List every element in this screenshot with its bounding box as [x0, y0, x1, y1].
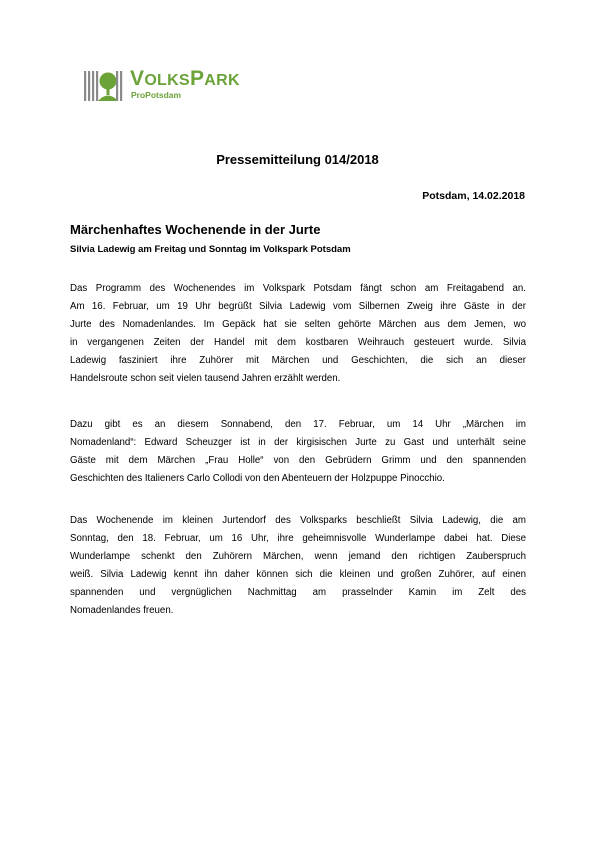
logo-title-p: P — [189, 67, 205, 90]
headline: Märchenhaftes Wochenende in der Jurte — [70, 222, 321, 237]
paragraph-line: Das Programm des Wochenendes im Volkspark Potsdam fängt schon am Freitagabend an. — [70, 283, 526, 294]
paragraph-line: Geschichten des Italieners Carlo Collodi von den Abenteuern der Holzpuppe Pinocchio. — [70, 473, 445, 484]
paragraph-line: Dazu gibt es an diesem Sonnabend, den 17. Februar, um 14 Uhr „Märchen im — [70, 419, 526, 430]
press-release-title: Pressemitteilung 014/2018 — [216, 152, 379, 167]
logo-title-v: V — [130, 67, 145, 90]
paragraph-3 — [70, 512, 526, 620]
logo-subtitle: ProPotsdam — [131, 90, 182, 100]
paragraph-2 — [70, 416, 526, 488]
logo-title — [130, 67, 240, 91]
paragraph-line: Nomadenland“: Edward Scheuzger ist in der kirgisischen Jurte zu Gast und unterhält seine — [70, 437, 526, 448]
paragraph-line: Am 16. Februar, um 19 Uhr begrüßt Silvia Ladewig vom Silbernen Zweig ihre Gäste in der — [70, 301, 526, 312]
paragraph-line: weiß. Silvia Ladewig kennt ihn daher können sich die kleinen und großen Zuhörer, auf einen — [70, 569, 526, 580]
paragraph-line: Das Wochenende im kleinen Jurtendorf des Volksparks beschließt Silvia Ladewig, die am — [70, 515, 526, 526]
paragraph-line: Wunderlampe schenkt den Zuhörern Märchen, wenn jemand den richtigen Zauberspruch — [70, 551, 526, 562]
paragraph-line: Sonntag, den 18. Februar, um 16 Uhr, ihre geheimnisvolle Wunderlampe dabei hat. Diese — [70, 533, 526, 544]
volkspark-logo-mark-icon — [84, 68, 124, 104]
paragraph-line: Nomadenlandes freuen. — [70, 605, 174, 616]
date-line: Potsdam, 14.02.2018 — [422, 190, 525, 202]
paragraph-line: in vergangenen Zeiten der Handel mit dem kostbaren Weihrauch gesteuert wurde. Silvia — [70, 337, 526, 348]
paragraph-line: Jurte des Nomadenlandes. Im Gepäck hat sie selten gehörte Märchen aus dem Jemen, wo — [70, 319, 526, 330]
logo-title-olks: OLKS — [144, 72, 190, 89]
paragraph-line: spannenden und vergnüglichen Nachmittag am prasselnder Kamin im Zelt des — [70, 587, 526, 598]
paragraph-1 — [70, 280, 526, 388]
volkspark-logo — [84, 68, 244, 108]
paragraph-line: Gäste mit dem Märchen „Frau Holle“ von den Gebrüdern Grimm und den spannenden — [70, 455, 526, 466]
paragraph-line: Ladewig fasziniert ihre Zuhörer mit Märchen und Geschichten, die sich an dieser — [70, 355, 526, 366]
logo-title-ark: ARK — [204, 72, 240, 89]
paragraph-line: Handelsroute schon seit vielen tausend Jahren erzählt werden. — [70, 373, 341, 384]
subheadline: Silvia Ladewig am Freitag und Sonntag im Volkspark Potsdam — [70, 244, 351, 255]
